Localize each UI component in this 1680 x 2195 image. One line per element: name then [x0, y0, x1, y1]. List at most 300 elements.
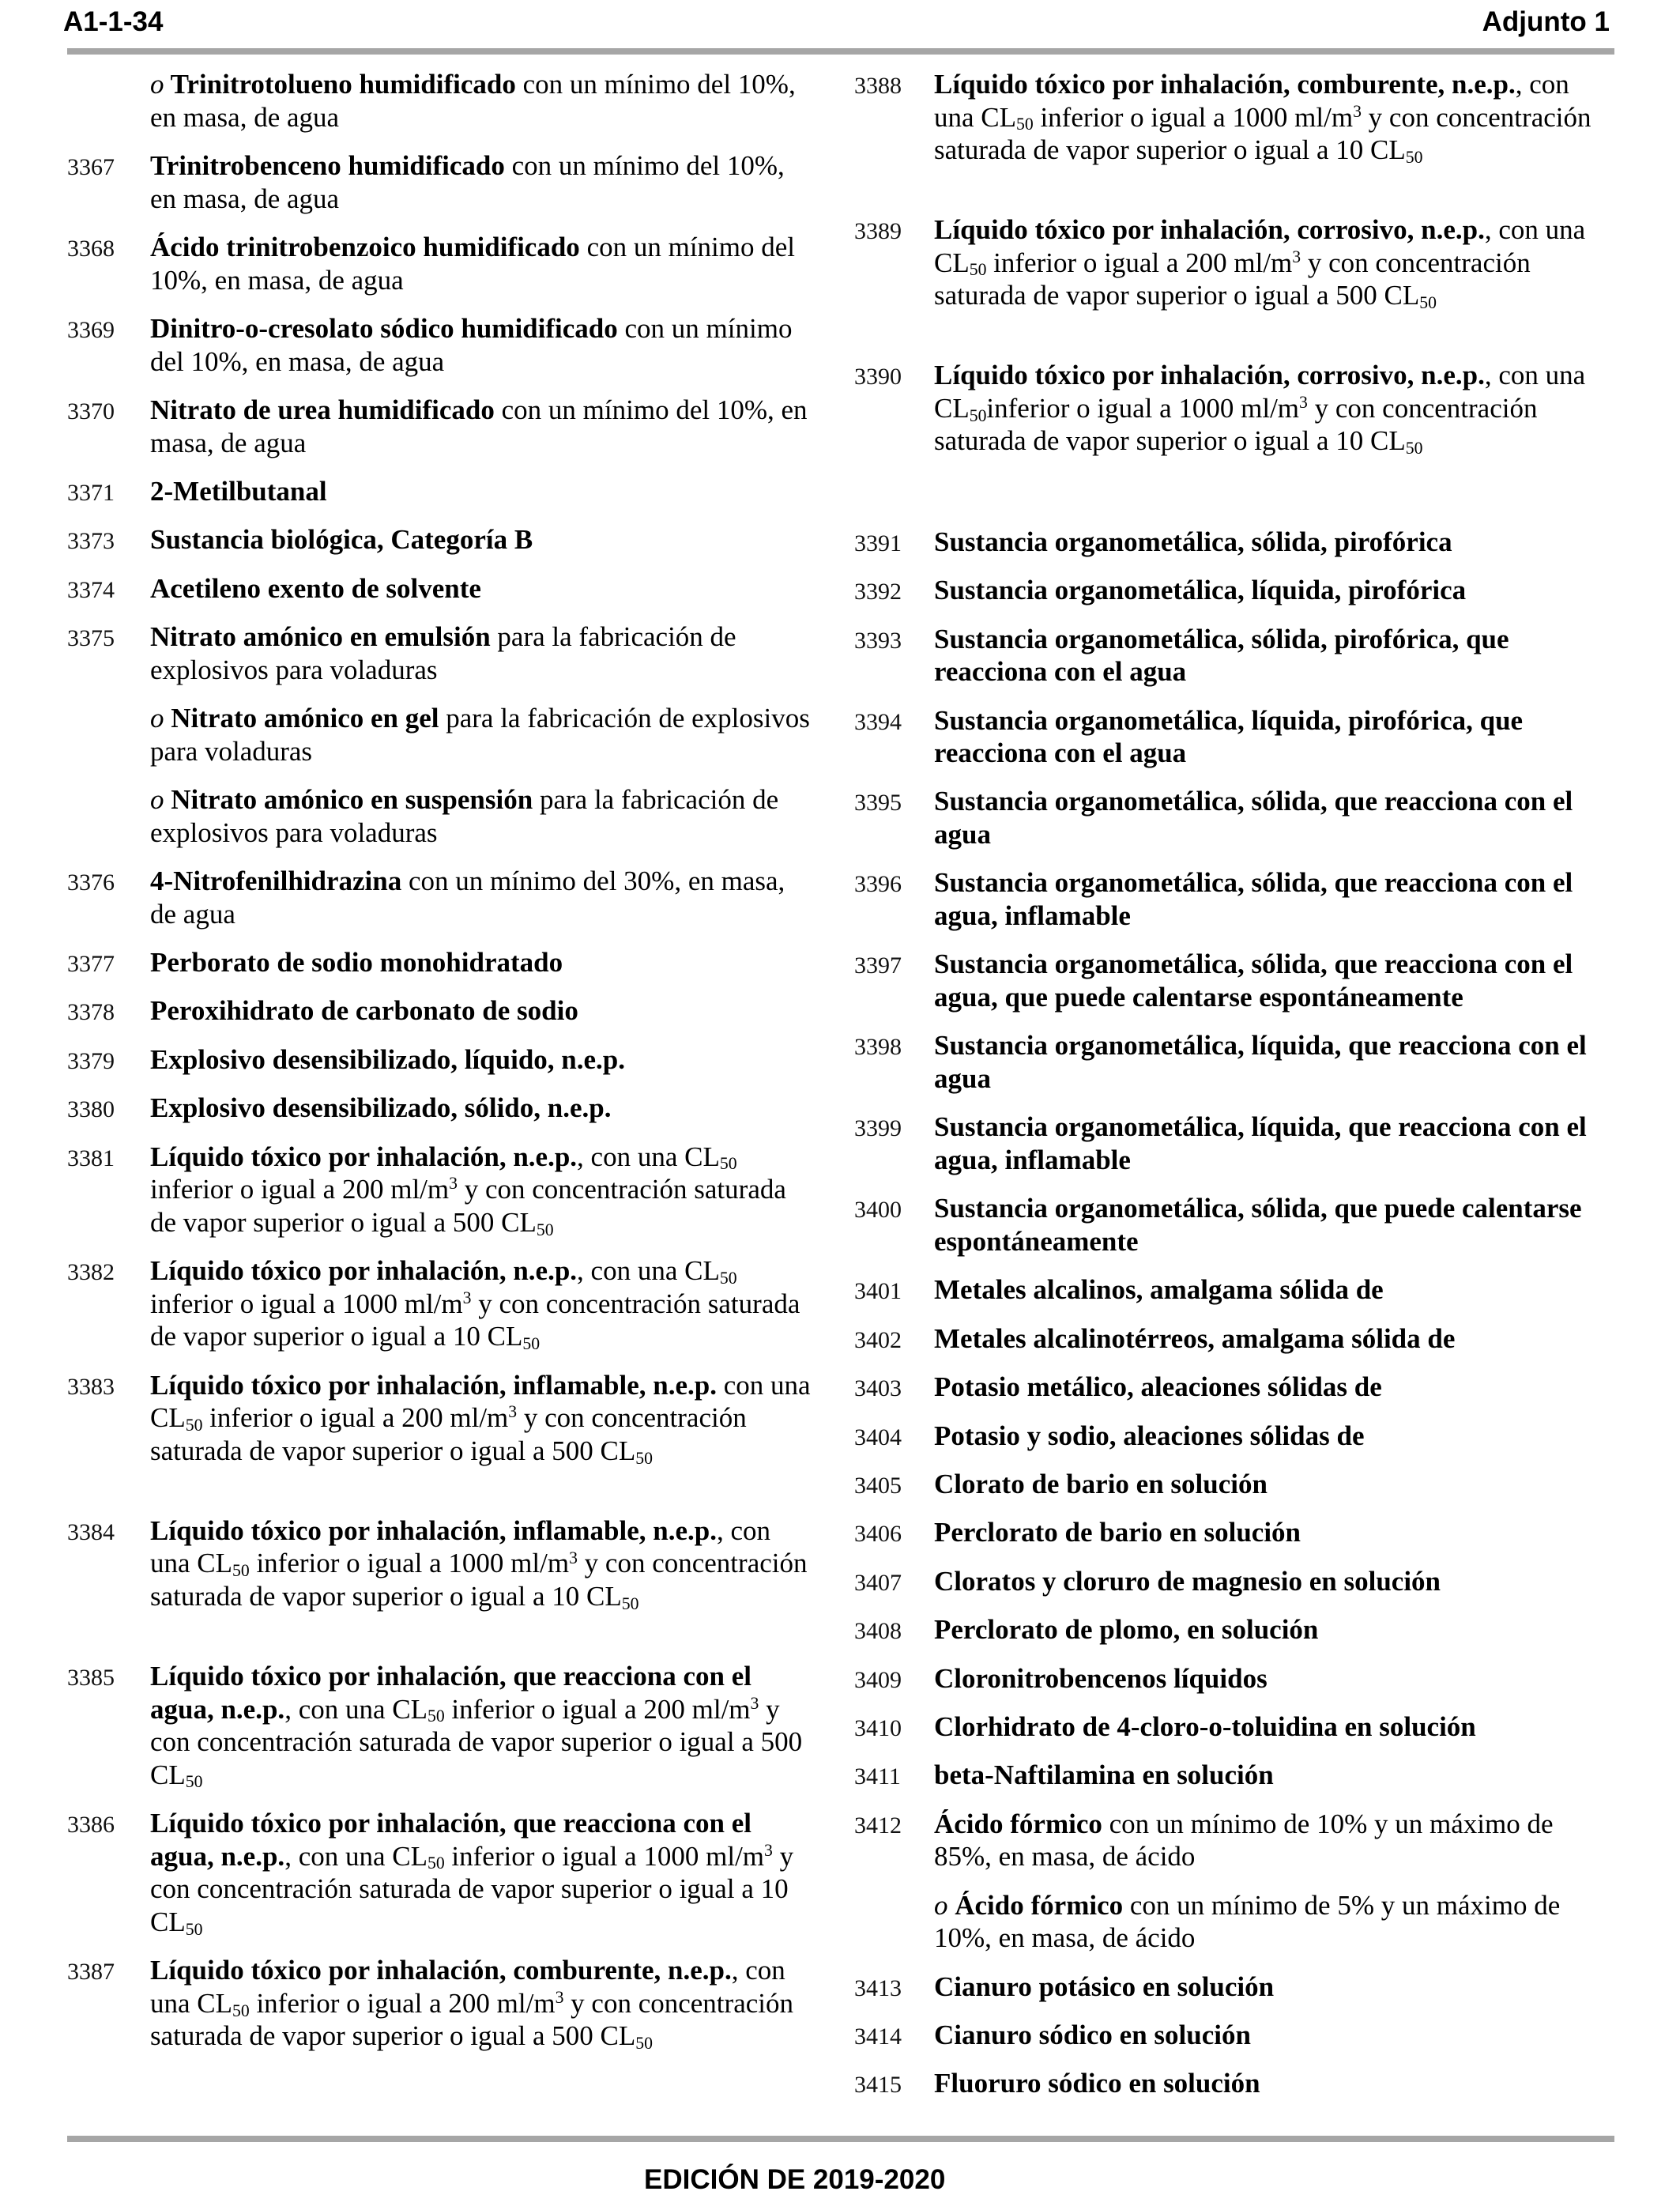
description-text: saturada de vapor superior o igual a 500 CL: [934, 280, 1420, 311]
entry-description: [934, 213, 1585, 312]
un-entry-3393: [854, 623, 1644, 688]
un-number: 3391: [854, 530, 902, 556]
un-number: 3415: [854, 2072, 902, 2099]
un-number: 3367: [67, 153, 115, 180]
description-text: , con una CL: [284, 1693, 428, 1725]
text-line: [150, 427, 808, 460]
text-line: [934, 213, 1585, 247]
description-text: con una: [717, 1369, 811, 1401]
text-line: [150, 1401, 811, 1435]
entry-description: [150, 1092, 611, 1125]
description-text: y: [772, 1840, 794, 1872]
un-entry-3410: [854, 1710, 1644, 1744]
bold-name-text: Perclorato de plomo, en solución: [934, 1614, 1319, 1646]
bold-name-text: Metales alcalinotérreos, amalgama sólida de: [934, 1322, 1456, 1354]
text-line: [934, 1273, 1384, 1307]
description-text: y con concentración: [1301, 247, 1531, 278]
subscript: 50: [427, 1707, 445, 1726]
text-line: [150, 1693, 802, 1726]
un-number: 3368: [67, 235, 115, 262]
text-line: [150, 264, 795, 297]
un-entry-3409: [854, 1662, 1644, 1695]
text-line: [150, 702, 810, 735]
text-line: [934, 1322, 1455, 1356]
un-number: 3389: [854, 218, 902, 245]
bold-name-text: Sustancia organometálica, sólida, pirofórica, que: [934, 623, 1509, 654]
text-line: [150, 1288, 800, 1321]
description-text: inferior o igual a 200 ml/m: [249, 1987, 556, 2019]
text-line: [934, 818, 1573, 851]
entry-description: [150, 994, 578, 1028]
description-text: , con: [717, 1514, 771, 1546]
bold-name-text: Nitrato de urea humidificado: [150, 394, 495, 425]
description-text: saturada de vapor superior o igual a 500 CL: [150, 1435, 636, 1466]
text-line: [150, 654, 736, 687]
description-text: en masa, de agua: [150, 101, 340, 133]
text-line: [150, 1320, 800, 1353]
entry-description: [934, 1613, 1318, 1646]
bold-name-text: agua, n.e.p.: [150, 1840, 285, 1872]
description-text: 10%, en masa, de agua: [150, 264, 404, 296]
text-line: [150, 1435, 811, 1468]
un-number: 3414: [854, 2023, 902, 2050]
text-line: [934, 1111, 1587, 1144]
text-line: [934, 279, 1585, 312]
description-text: y con concentración saturada: [457, 1174, 786, 1205]
text-line: [150, 475, 327, 508]
alternative-conjunction: o: [150, 703, 164, 734]
description-text: con concentración saturada de vapor superior o igual a 10: [150, 1873, 789, 1905]
superscript: 3: [555, 1987, 564, 2007]
un-number: 3409: [854, 1666, 902, 1693]
un-entry-3398: [854, 1029, 1644, 1095]
text-line: [934, 737, 1523, 770]
description-text: , con: [1515, 69, 1569, 100]
text-line: [934, 526, 1452, 559]
text-line: [934, 68, 1591, 101]
text-line: [934, 1420, 1364, 1453]
bold-name-text: Peroxihidrato de carbonato de sodio: [150, 995, 578, 1027]
entry-description: [934, 1111, 1587, 1176]
alternative-conjunction: o: [150, 784, 164, 816]
text-line: [934, 1192, 1582, 1225]
bold-name-text: Ácido fórmico: [934, 1808, 1102, 1839]
un-number: 3397: [854, 952, 902, 979]
bold-name-text: Nitrato amónico en suspensión: [164, 784, 533, 816]
text-line: [150, 946, 563, 979]
un-number: 3382: [67, 1259, 115, 1286]
text-line: [150, 1987, 793, 2020]
header-rule: [67, 48, 1614, 55]
un-entry-3402: [854, 1322, 1644, 1356]
bold-name-text: Perborato de sodio monohidratado: [150, 947, 563, 979]
bold-name-text: Líquido tóxico por inhalación, inflamable, n.e.p.: [150, 1369, 717, 1401]
bold-name-text: Explosivo desensibilizado, líquido, n.e.p.: [150, 1043, 626, 1075]
text-line: [150, 1725, 802, 1759]
description-text: inferior o igual a 1000 ml/m: [1033, 101, 1354, 133]
text-line: [150, 1206, 786, 1239]
un-entry-3382: [67, 1254, 849, 1353]
un-entry-3390: [854, 359, 1644, 458]
subscript: 50: [232, 1561, 250, 1581]
entry-description: [934, 866, 1573, 932]
description-text: con un mínimo del 10%,: [515, 69, 796, 100]
entry-description: [934, 1273, 1384, 1307]
un-entry-alternative: [67, 702, 849, 767]
bold-name-text: reacciona con el agua: [934, 656, 1187, 688]
bold-name-text: agua: [934, 1063, 991, 1095]
superscript: 3: [569, 1548, 578, 1567]
text-line: [934, 101, 1591, 134]
un-number: 3412: [854, 1812, 902, 1839]
un-entry-3406: [854, 1516, 1644, 1549]
text-line: [934, 1516, 1301, 1549]
description-text: saturada de vapor superior o igual a 500 CL: [150, 2020, 636, 2052]
description-text: del 10%, en masa, de agua: [150, 345, 445, 377]
text-line: [150, 1514, 807, 1548]
entry-description: [150, 1043, 625, 1077]
entry-description: [150, 68, 796, 134]
un-entry-3401: [854, 1273, 1644, 1307]
un-number: 3377: [67, 951, 115, 978]
text-line: [150, 1807, 793, 1840]
un-entry-3400: [854, 1192, 1644, 1258]
text-line: [150, 1906, 793, 1939]
un-number: 3371: [67, 479, 115, 506]
description-text: una CL: [150, 1987, 233, 2019]
un-entry-3384: [67, 1514, 849, 1613]
text-line: [934, 1565, 1441, 1598]
description-text: con un mínimo de 10% y un máximo de: [1102, 1808, 1554, 1839]
un-entry-3388: [854, 68, 1644, 167]
subscript: 50: [621, 1593, 639, 1613]
superscript: 3: [764, 1840, 773, 1860]
entry-description: [150, 1141, 786, 1239]
entry-description: [934, 1371, 1382, 1404]
un-entry-3371: [67, 475, 849, 508]
entry-description: [150, 1807, 793, 1938]
entry-description: [934, 359, 1585, 458]
description-text: saturada de vapor superior o igual a 10 CL: [150, 1581, 622, 1612]
text-line: [150, 1840, 793, 1873]
text-line: [150, 183, 785, 216]
description-text: , con una CL: [577, 1141, 720, 1172]
text-line: [150, 1547, 807, 1580]
text-line: [934, 981, 1573, 1014]
bold-name-text: Sustancia organometálica, sólida, que puede calentarse: [934, 1193, 1582, 1224]
description-text: inferior o igual a 200 ml/m: [150, 1174, 450, 1205]
description-text: masa, de agua: [150, 427, 307, 458]
un-number: 3398: [854, 1034, 902, 1061]
entry-description: [150, 523, 533, 556]
text-line: [934, 247, 1585, 280]
subscript: 50: [232, 2001, 250, 2020]
entry-description: [934, 785, 1573, 850]
un-number: 3374: [67, 576, 115, 603]
text-line: [150, 783, 778, 817]
text-line: [934, 655, 1509, 688]
text-line: [150, 620, 736, 654]
un-number: 3386: [67, 1812, 115, 1839]
description-text: CL: [934, 247, 970, 278]
un-number: 3375: [67, 625, 115, 652]
text-line: [150, 2020, 793, 2053]
entry-description: [934, 2019, 1251, 2052]
text-line: [934, 1468, 1268, 1501]
bold-name-text: agua, inflamable: [934, 900, 1131, 932]
entry-description: [150, 572, 481, 605]
un-number: 3394: [854, 708, 902, 735]
bold-name-text: Líquido tóxico por inhalación, corrosivo, n.e.p.: [934, 360, 1485, 391]
bold-name-text: Clorato de bario en solución: [934, 1468, 1268, 1499]
un-entry-3415: [854, 2067, 1644, 2100]
text-line: [934, 1371, 1382, 1404]
bold-name-text: agua, que puede calentarse espontáneamente: [934, 982, 1463, 1013]
text-line: [150, 394, 808, 427]
bold-name-text: agua: [934, 819, 991, 850]
text-line: [934, 866, 1573, 899]
un-number: 3376: [67, 869, 115, 896]
description-text: , con: [731, 1955, 785, 1986]
description-text: para la fabricación de explosivos: [439, 703, 810, 734]
entry-description: [150, 783, 778, 849]
un-entry-alternative: [854, 1889, 1644, 1955]
bold-name-text: Cianuro sódico en solución: [934, 2020, 1251, 2051]
bold-name-text: agua, n.e.p.: [150, 1693, 285, 1725]
un-entry-3379: [67, 1043, 849, 1077]
description-text: 85%, en masa, de ácido: [934, 1841, 1196, 1873]
description-text: inferior o igual a 1000 ml/m: [986, 392, 1300, 424]
description-text: explosivos para voladuras: [150, 654, 438, 685]
entry-description: [934, 1808, 1553, 1873]
text-line: [934, 392, 1585, 425]
bold-name-text: Sustancia organometálica, líquida, pirofórica: [934, 575, 1467, 606]
entry-description: [934, 704, 1523, 770]
superscript: 3: [449, 1174, 458, 1194]
description-text: para voladuras: [150, 735, 313, 767]
entry-description: [150, 312, 792, 378]
description-text: con un mínimo de 5% y un máximo de: [1123, 1889, 1561, 1921]
description-text: CL: [934, 392, 970, 424]
bold-name-text: Líquido tóxico por inhalación, corrosivo, n.e.p.: [934, 214, 1485, 246]
bold-name-text: Trinitrotolueno humidificado: [164, 69, 516, 100]
un-number: 3404: [854, 1424, 902, 1450]
text-line: [934, 574, 1466, 607]
subscript: 50: [969, 405, 987, 425]
entry-description: [934, 1468, 1268, 1501]
bold-name-text: 4-Nitrofenilhidrazina: [150, 866, 402, 897]
alternative-conjunction: o: [934, 1889, 948, 1921]
bold-name-text: Metales alcalinos, amalgama sólida de: [934, 1274, 1384, 1306]
un-number: 3402: [854, 1326, 902, 1353]
un-number: 3380: [67, 1096, 115, 1123]
un-entry-3373: [67, 523, 849, 556]
text-line: [150, 1580, 807, 1613]
description-text: , con una CL: [284, 1840, 428, 1872]
text-line: [934, 704, 1523, 737]
entry-description: [934, 1192, 1582, 1258]
text-line: [150, 572, 481, 605]
bold-name-text: beta-Naftilamina en solución: [934, 1759, 1274, 1791]
text-line: [934, 1840, 1553, 1873]
bold-name-text: Líquido tóxico por inhalación, que reacciona con el: [150, 1808, 751, 1839]
un-entry-3386: [67, 1807, 849, 1938]
subscript: 50: [427, 1854, 445, 1873]
un-entry-3387: [67, 1954, 849, 2053]
description-text: y con concentración: [1361, 101, 1591, 133]
bold-name-text: 2-Metilbutanal: [150, 475, 327, 507]
text-line: [934, 1808, 1553, 1841]
superscript: 3: [508, 1402, 518, 1422]
un-number: 3370: [67, 398, 115, 424]
un-number: 3379: [67, 1047, 115, 1074]
bold-name-text: Sustancia organometálica, líquida, que reacciona con el: [934, 1030, 1587, 1062]
entry-description: [934, 1710, 1476, 1744]
description-text: y: [759, 1693, 780, 1725]
subscript: 50: [185, 1919, 203, 1939]
text-line: [934, 1062, 1587, 1096]
entry-description: [934, 2067, 1260, 2100]
description-text: con concentración saturada de vapor superior o igual a 500: [150, 1726, 803, 1758]
un-number: 3385: [67, 1664, 115, 1691]
un-entry-3368: [67, 231, 849, 296]
text-line: [150, 1254, 800, 1288]
description-text: CL: [150, 1759, 186, 1790]
description-text: inferior o igual a 1000 ml/m: [150, 1288, 463, 1319]
text-line: [934, 1662, 1268, 1695]
description-text: CL: [150, 1402, 186, 1434]
text-line: [150, 1369, 811, 1402]
un-number: 3410: [854, 1714, 902, 1741]
entry-description: [150, 1254, 800, 1353]
entry-description: [150, 394, 808, 459]
un-entry-3367: [67, 149, 849, 215]
text-line: [934, 2019, 1251, 2052]
entry-description: [934, 1759, 1274, 1792]
text-line: [150, 68, 796, 101]
un-entry-3397: [854, 948, 1644, 1013]
superscript: 3: [1299, 392, 1308, 412]
bold-name-text: Líquido tóxico por inhalación, comburente, n.e.p.: [150, 1955, 732, 1986]
un-number: 3396: [854, 871, 902, 898]
un-entry-3378: [67, 994, 849, 1028]
text-line: [934, 1759, 1274, 1792]
description-text: con un mínimo: [617, 312, 793, 344]
text-line: [150, 345, 792, 379]
un-entry-3404: [854, 1420, 1644, 1453]
bold-name-text: Perclorato de bario en solución: [934, 1517, 1301, 1548]
description-text: inferior o igual a 1000 ml/m: [444, 1840, 765, 1872]
bold-name-text: Fluoruro sódico en solución: [934, 2068, 1260, 2099]
superscript: 3: [750, 1693, 759, 1713]
description-text: y con concentración: [563, 1987, 793, 2019]
un-entry-3370: [67, 394, 849, 459]
text-line: [150, 817, 778, 850]
bold-name-text: Potasio metálico, aleaciones sólidas de: [934, 1371, 1382, 1403]
description-text: para la fabricación de: [533, 784, 779, 816]
description-text: con un mínimo del 10%,: [504, 149, 785, 181]
subscript: 50: [1405, 439, 1423, 458]
description-text: con un mínimo del 30%, en masa,: [401, 866, 785, 897]
un-number: 3411: [854, 1763, 901, 1790]
un-entry-3374: [67, 572, 849, 605]
text-line: [934, 1922, 1560, 1955]
text-line: [934, 1144, 1587, 1177]
text-line: [150, 1043, 625, 1077]
text-line: [934, 1029, 1587, 1062]
entry-description: [934, 1565, 1441, 1598]
bold-name-text: Sustancia organometálica, sólida, que reacciona con el: [934, 867, 1573, 899]
bold-name-text: Líquido tóxico por inhalación, inflamable, n.e.p.: [150, 1514, 717, 1546]
right-column: [854, 68, 1644, 2116]
un-number: 3390: [854, 364, 902, 390]
subscript: 50: [969, 260, 987, 280]
text-line: [150, 312, 792, 345]
un-number: 3407: [854, 1569, 902, 1596]
bold-name-text: Acetileno exento de solvente: [150, 572, 481, 604]
subscript: 50: [522, 1334, 541, 1354]
description-text: CL: [150, 1906, 186, 1937]
description-text: , con una: [1484, 360, 1586, 391]
bold-name-text: Cloratos y cloruro de magnesio en solución: [934, 1565, 1441, 1597]
text-line: [150, 898, 785, 931]
text-line: [150, 1660, 802, 1693]
un-entry-3375: [67, 620, 849, 686]
un-number: 3413: [854, 1974, 902, 2001]
annex-label: Adjunto 1: [1482, 6, 1610, 37]
description-text: saturada de vapor superior o igual a 10 CL: [934, 425, 1406, 457]
bold-name-text: Líquido tóxico por inhalación, comburente, n.e.p.: [934, 69, 1516, 100]
bold-name-text: Ácido trinitrobenzoico humidificado: [150, 231, 580, 262]
un-number: 3403: [854, 1375, 902, 1402]
subscript: 50: [719, 1154, 737, 1174]
text-line: [150, 1954, 793, 1987]
entry-description: [150, 149, 785, 215]
un-entry-3395: [854, 785, 1644, 850]
bold-name-text: espontáneamente: [934, 1226, 1139, 1257]
entry-description: [150, 1660, 802, 1791]
un-entry-3383: [67, 1369, 849, 1468]
description-text: inferior o igual a 200 ml/m: [444, 1693, 751, 1725]
subscript: 50: [635, 1448, 653, 1468]
left-column: [67, 68, 849, 2069]
description-text: saturada de vapor superior o igual a 10 CL: [934, 134, 1406, 166]
text-line: [150, 149, 785, 183]
un-entry-3381: [67, 1141, 849, 1239]
un-number: 3392: [854, 579, 902, 605]
bold-name-text: Sustancia organometálica, líquida, pirofórica, que: [934, 704, 1524, 736]
bold-name-text: Sustancia organometálica, líquida, que reacciona con el: [934, 1111, 1587, 1143]
bold-name-text: Ácido fórmico: [947, 1889, 1124, 1921]
un-number: 3387: [67, 1959, 115, 1986]
bold-name-text: Explosivo desensibilizado, sólido, n.e.p.: [150, 1092, 612, 1124]
description-text: con un mínimo del 10%, en: [494, 394, 808, 425]
description-text: inferior o igual a 1000 ml/m: [249, 1548, 570, 1579]
un-number: 3400: [854, 1197, 902, 1224]
entry-description: [150, 475, 327, 508]
description-text: y con concentración: [517, 1402, 747, 1434]
bold-name-text: Sustancia organometálica, sólida, pirofórica: [934, 526, 1452, 557]
un-number: 3399: [854, 1115, 902, 1142]
un-number: 3408: [854, 1618, 902, 1645]
un-entry-3391: [854, 526, 1644, 559]
bold-name-text: Potasio y sodio, aleaciones sólidas de: [934, 1420, 1365, 1451]
entry-description: [150, 946, 563, 979]
text-line: [934, 1889, 1560, 1922]
bold-name-text: Dinitro-o-cresolato sódico humidificado: [150, 312, 618, 344]
bold-name-text: Líquido tóxico por inhalación, n.e.p.: [150, 1255, 578, 1287]
entry-description: [150, 1369, 811, 1468]
